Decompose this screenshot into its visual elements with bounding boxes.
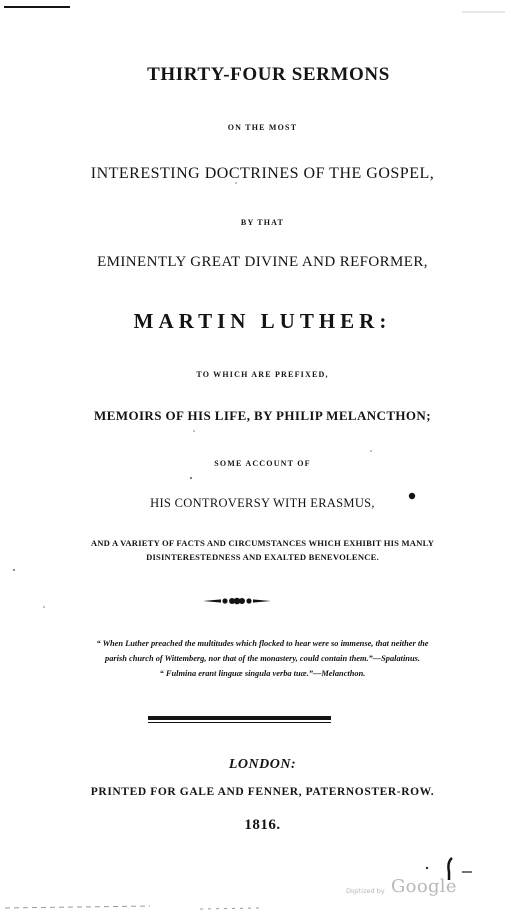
some-account-line: SOME ACCOUNT OF — [214, 459, 311, 468]
watermark-brand: Google — [391, 876, 457, 897]
luther-quote-line-1: “ When Luther preached the multitudes which flocked to hear were so immense, that neither the — [96, 639, 429, 648]
author-description: EMINENTLY GREAT DIVINE AND REFORMER, — [97, 254, 428, 270]
variety-line-1: AND A VARIETY OF FACTS AND CIRCUMSTANCES WHICH EXHIBIT HIS MANLY — [90, 538, 435, 548]
memoirs-line: MEMOIRS OF HIS LIFE, BY PHILIP MELANCTHON; — [94, 408, 431, 423]
publication-year: 1816. — [244, 817, 281, 833]
watermark-digitized-by: Digitized by — [346, 887, 385, 895]
printer-imprint: PRINTED FOR GALE AND FENNER, PATERNOSTER-ROW. — [90, 786, 435, 798]
publication-place: LONDON: — [228, 757, 297, 772]
on-the-most-line: ON THE MOST — [227, 123, 298, 132]
luther-quote-line-2: parish church of Wittemberg, nor that of the monastery, could contain them.”—Spalatinus. — [105, 654, 420, 663]
melancthon-quote: “ Fulmina erant linguæ singula verba tuæ.”—Melancthon. — [159, 669, 366, 678]
variety-line-2: DISINTERESTEDNESS AND EXALTED BENEVOLENCE. — [146, 552, 379, 562]
by-that-line: BY THAT — [240, 218, 285, 227]
book-subtitle: INTERESTING DOCTRINES OF THE GOSPEL, — [90, 165, 435, 182]
controversy-line: HIS CONTROVERSY WITH ERASMUS, — [150, 496, 375, 510]
author-name: MARTIN LUTHER: — [133, 309, 392, 333]
book-title: THIRTY-FOUR SERMONS — [147, 64, 390, 85]
prefixed-line: TO WHICH ARE PREFIXED, — [196, 370, 329, 379]
